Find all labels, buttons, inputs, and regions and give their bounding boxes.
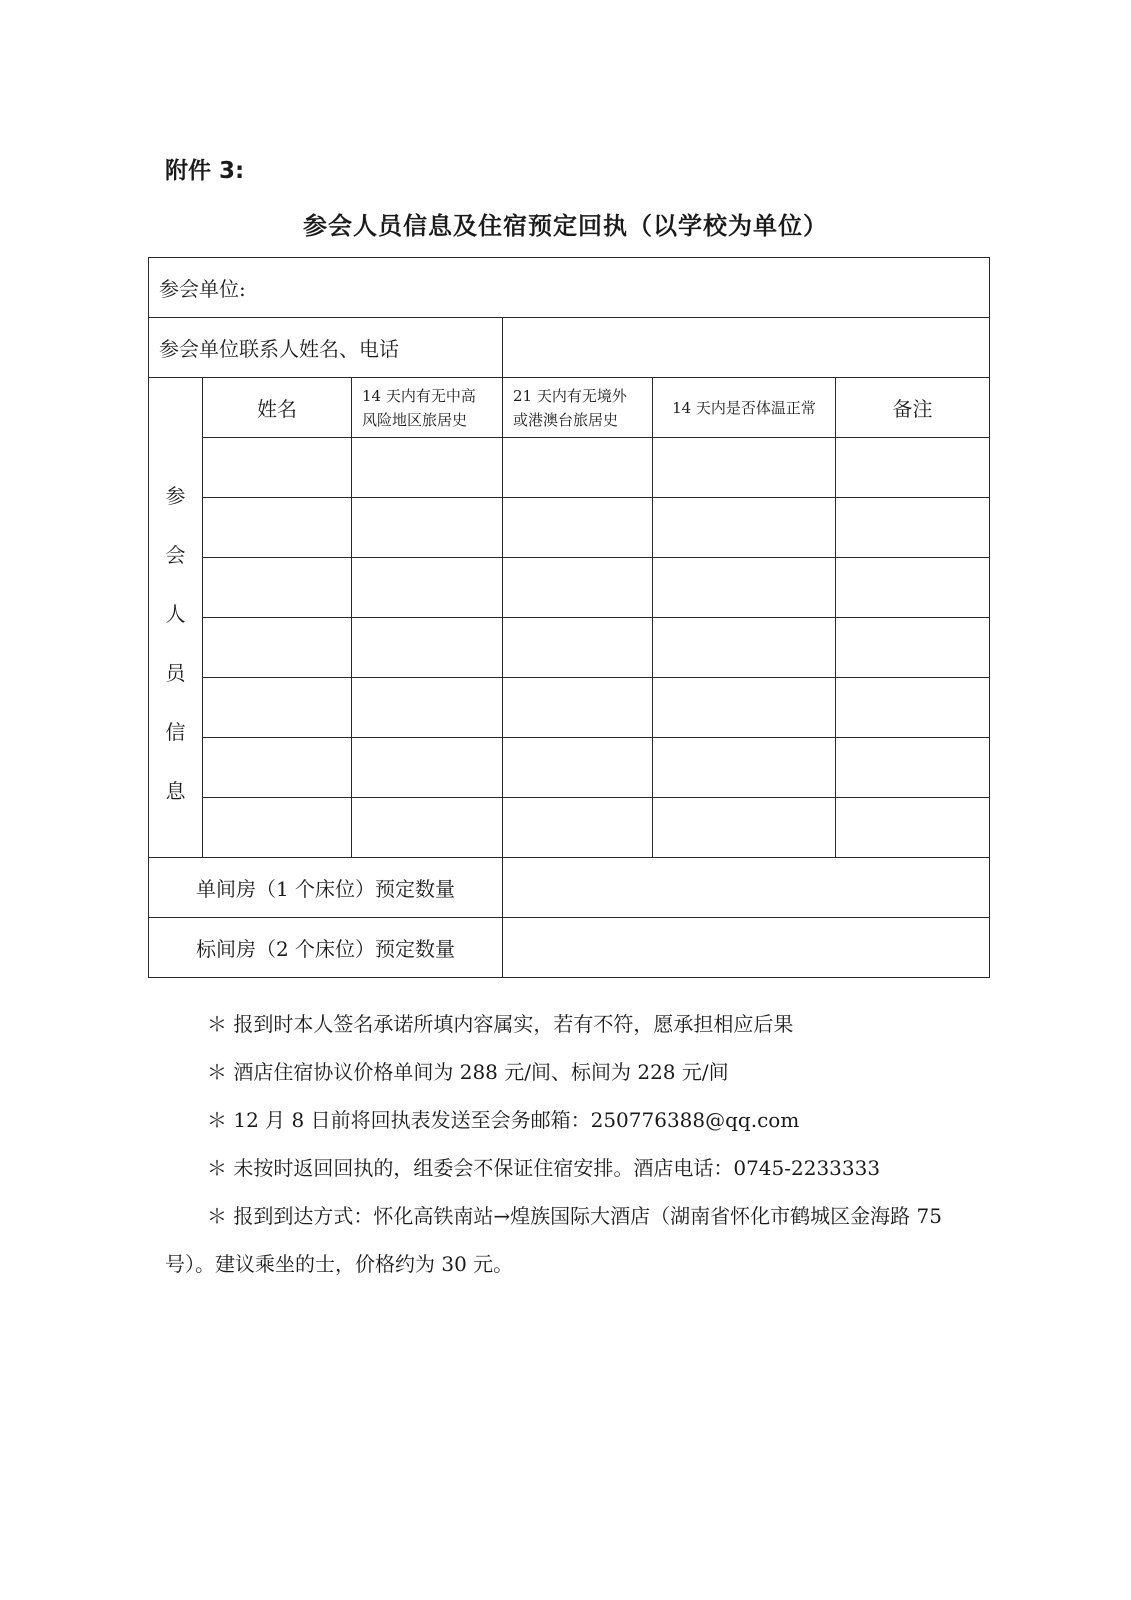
single-room-row: [149, 858, 990, 918]
overseas-travel-cell[interactable]: [503, 498, 653, 558]
note-room-price: ＊ 酒店住宿协议价格单间为 288 元/间、标间为 228 元/间: [207, 1060, 729, 1084]
section-char: 人: [165, 601, 186, 626]
attendee-section-label: [149, 378, 203, 858]
header-line: 或港澳台旅居史: [513, 410, 619, 429]
section-char: 参: [165, 483, 186, 508]
remarks-cell[interactable]: [836, 438, 990, 498]
attendee-name-cell[interactable]: [203, 798, 352, 858]
domestic-risk-cell[interactable]: [352, 738, 503, 798]
column-header-domestic-risk: [352, 378, 503, 438]
overseas-travel-cell[interactable]: [503, 558, 653, 618]
header-line: 14 天内有无中高: [362, 386, 476, 405]
document-title: 参会人员信息及住宿预定回执（以学校为单位）: [303, 212, 828, 240]
attendee-row: [149, 438, 990, 498]
domestic-risk-cell[interactable]: [352, 558, 503, 618]
attendee-row: [149, 738, 990, 798]
attendee-row: [149, 618, 990, 678]
header-line: 21 天内有无境外: [513, 386, 627, 405]
unit-row: [149, 258, 990, 318]
remarks-cell[interactable]: [836, 618, 990, 678]
attendee-name-cell[interactable]: [203, 678, 352, 738]
note-directions: ＊ 报到到达方式：怀化高铁南站→煌族国际大酒店（湖南省怀化市鹤城区金海路 75 号）。建议乘坐的士，价格约为 30 元。: [165, 1204, 942, 1276]
section-char: 信: [165, 719, 186, 744]
note-deadline-email: ＊ 12 月 8 日前将回执表发送至会务邮箱：250776388@qq.com: [207, 1108, 800, 1132]
column-header-overseas-travel: [503, 378, 653, 438]
temperature-cell[interactable]: [653, 438, 836, 498]
overseas-travel-cell[interactable]: [503, 438, 653, 498]
column-header-remarks: 备注: [836, 378, 990, 438]
contact-label: 参会单位联系人姓名、电话: [149, 318, 503, 378]
domestic-risk-cell[interactable]: [352, 678, 503, 738]
attendee-name-cell[interactable]: [203, 558, 352, 618]
contact-value-cell[interactable]: [503, 318, 990, 378]
column-header-name: 姓名: [203, 378, 352, 438]
overseas-travel-cell[interactable]: [503, 618, 653, 678]
remarks-cell[interactable]: [836, 738, 990, 798]
overseas-travel-cell[interactable]: [503, 798, 653, 858]
temperature-cell[interactable]: [653, 738, 836, 798]
single-room-label: 单间房（1 个床位）预定数量: [149, 858, 503, 918]
column-header-temperature: 14 天内是否体温正常: [653, 378, 836, 438]
note-commitment: ＊ 报到时本人签名承诺所填内容属实，若有不符，愿承担相应后果: [207, 1012, 794, 1036]
temperature-cell[interactable]: [653, 678, 836, 738]
attendee-header-row: [149, 378, 990, 438]
section-char: 会: [165, 542, 186, 567]
domestic-risk-cell[interactable]: [352, 438, 503, 498]
attendee-row: [149, 558, 990, 618]
attendee-name-cell[interactable]: [203, 498, 352, 558]
temperature-cell[interactable]: [653, 558, 836, 618]
attendee-row: [149, 678, 990, 738]
attendee-name-cell[interactable]: [203, 438, 352, 498]
standard-room-label: 标间房（2 个床位）预定数量: [149, 918, 503, 978]
temperature-cell[interactable]: [653, 498, 836, 558]
remarks-cell[interactable]: [836, 558, 990, 618]
attachment-label: 附件 3:: [165, 158, 245, 184]
overseas-travel-cell[interactable]: [503, 738, 653, 798]
attendee-name-cell[interactable]: [203, 738, 352, 798]
section-char: 息: [165, 778, 186, 803]
unit-label[interactable]: 参会单位:: [149, 258, 990, 318]
standard-room-quantity-cell[interactable]: [503, 918, 990, 978]
remarks-cell[interactable]: [836, 498, 990, 558]
temperature-cell[interactable]: [653, 618, 836, 678]
contact-row: [149, 318, 990, 378]
section-char: 员: [165, 660, 186, 685]
remarks-cell[interactable]: [836, 798, 990, 858]
attendee-row: [149, 798, 990, 858]
standard-room-row: [149, 918, 990, 978]
domestic-risk-cell[interactable]: [352, 798, 503, 858]
attendee-name-cell[interactable]: [203, 618, 352, 678]
header-line: 风险地区旅居史: [362, 410, 468, 429]
registration-form-table: [148, 257, 990, 978]
remarks-cell[interactable]: [836, 678, 990, 738]
attendee-row: [149, 498, 990, 558]
domestic-risk-cell[interactable]: [352, 618, 503, 678]
overseas-travel-cell[interactable]: [503, 678, 653, 738]
temperature-cell[interactable]: [653, 798, 836, 858]
single-room-quantity-cell[interactable]: [503, 858, 990, 918]
domestic-risk-cell[interactable]: [352, 498, 503, 558]
notes-section: [165, 1000, 975, 1288]
note-hotel-phone: ＊ 未按时返回回执的，组委会不保证住宿安排。酒店电话：0745-2233333: [207, 1156, 881, 1180]
